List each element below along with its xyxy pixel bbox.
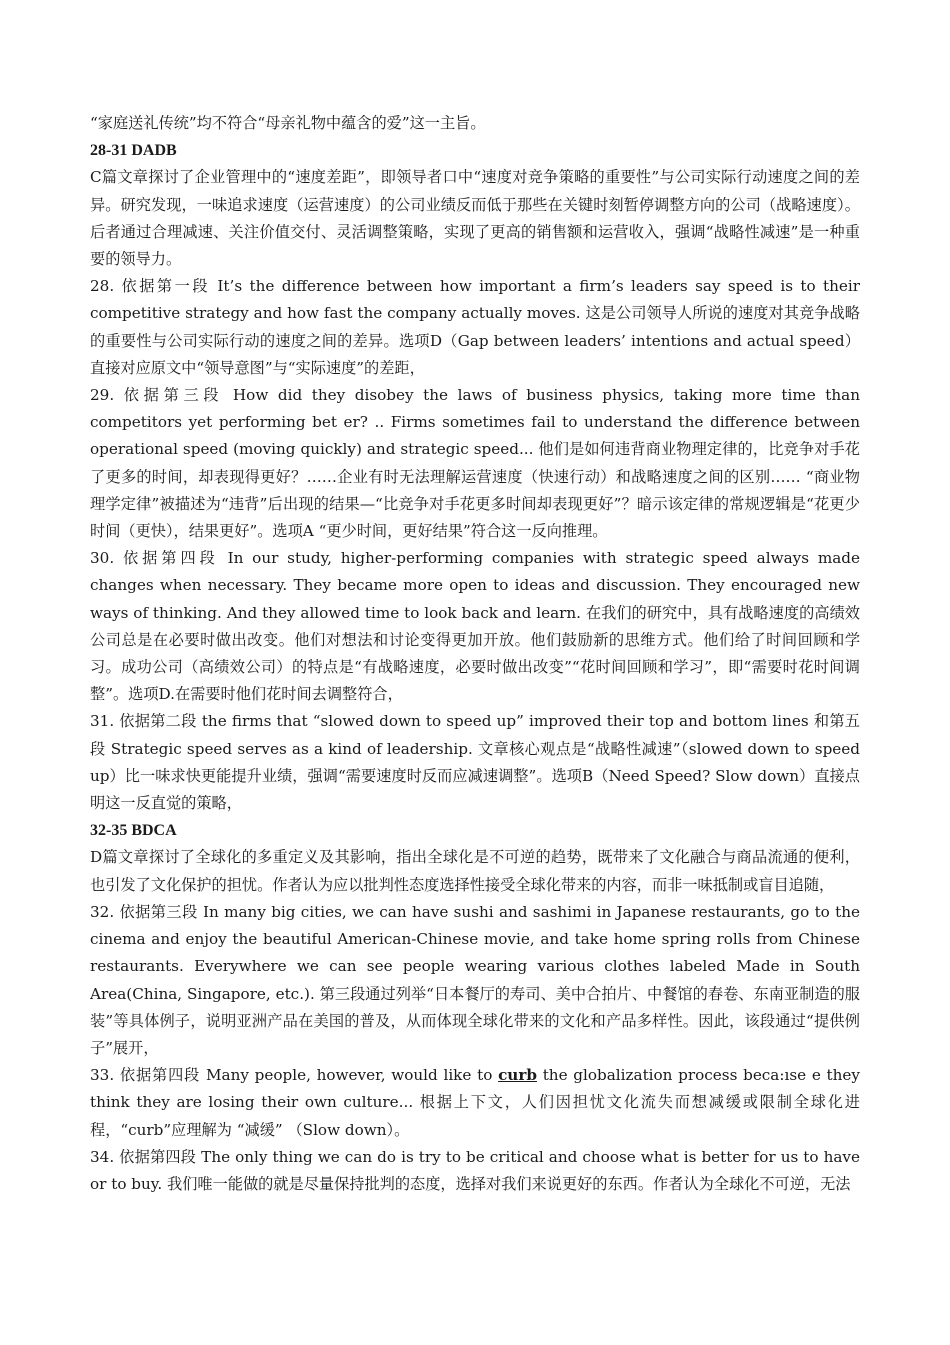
question-32-explanation: 32. 依据第三段 In many big cities, we can have sushi and sashimi in Japanese restaurants, go to the cinema and enjoy the beautiful American-Chinese movie, and take home spring rolls from Chinese restaurants. Everywhere we can see people wearing various clothes labeled Made in South Area(China, Singapore, etc.). 第三段通过列举“日本餐厅的寿司、美中合拍片、中餐馆的春卷、东南亚制造的服装”等具体例子，说明亚洲产品在美国的普及，从而体现全球化带来的文化和产品多样性。因此，该段通过“提供例子”展开， <box>90 902 860 1057</box>
section-c-heading: 28-31 DADB <box>90 142 177 160</box>
section-d-summary: D篇文章探讨了全球化的多重定义及其影响，指出全球化是不可逆的趋势，既带来了文化融合与商品流通的便利，也引发了文化保护的担忧。作者认为应以批判性态度选择性接受全球化带来的内容，而非一味抵制或盲目追随， <box>90 848 860 894</box>
section-c-summary: C篇文章探讨了企业管理中的“速度差距”，即领导者口中“速度对竞争策略的重要性”与公司实际行动速度之间的差异。研究发现，一味追求速度（运营速度）的公司业绩反而低于那些在关键时刻暂停调整方向的公司（战略速度）。后者通过合理减速、关注价值交付、灵活调整策略，实现了更高的销售额和运营收入，强调“战略性减速”是一种重要的领导力。 <box>90 168 860 269</box>
document-page <box>90 110 860 1198</box>
question-34-explanation: 34. 依据第四段 The only thing we can do is try to be critical and choose what is better for us to have or to buy. 我们唯一能做的就是尽量保持批判的态度，选择对我们来说更好的东西。作者认为全球化不可逆，无法 <box>90 1147 860 1193</box>
question-31-explanation: 31. 依据第二段 the firms that “slowed down to speed up” improved their top and bottom lines 和第五段 Strategic speed serves as a kind of leadership. 文章核心观点是“战略性减速”（slowed down to speed up）比一味求快更能提升业绩，强调“需要速度时反而应减速调整”。选项B（Need Speed? Slow down）直接点明这一反直觉的策略， <box>90 712 860 813</box>
question-33-text-after: the globalization process beca:ıse e they think they are losing their own culture... 根据上下文，人们因担忧文化流失而想减缓或限制全球化进程，“curb”应理解为 “减缓” （Slow down）。 <box>90 1066 860 1139</box>
intro-line: “家庭送礼传统”均不符合“母亲礼物中蕴含的爱”这一主旨。 <box>90 114 486 132</box>
question-33-keyword: curb <box>498 1066 537 1085</box>
question-29-explanation: 29. 依据第三段 How did they disobey the laws of business physics, taking more time than competitors yet performing bet er? .. Firms sometimes fail to understand the difference between operational speed (moving quickly) and strategic speed... 他们是如何违背商业物理定律的，比竞争对手花了更多的时间，却表现得更好？……企业有时无法理解运营速度（快速行动）和战略速度之间的区别…… “商业物理学定律”被描述为“违背”后出现的结果—“比竞争对手花更多时间却表现更好”？暗示该定律的常规逻辑是“花更少时间（更快），结果更好”。选项A “更少时间，更好结果”符合这一反向推理。 <box>90 386 860 541</box>
question-33-explanation <box>90 1062 860 1144</box>
question-30-explanation: 30. 依据第四段 In our study, higher-performing companies with strategic speed always made changes when necessary. They became more open to ideas and discussion. They encouraged new ways of thinking. And they allowed time to look back and learn. 在我们的研究中，具有战略速度的高绩效公司总是在必要时做出改变。他们对想法和讨论变得更加开放。他们鼓励新的思维方式。他们给了时间回顾和学习。成功公司（高绩效公司）的特点是“有战略速度，必要时做出改变”“花时间回顾和学习”，即“需要时花时间调整”。选项D.在需要时他们花时间去调整符合， <box>90 549 860 704</box>
question-28-explanation: 28. 依据第一段 It’s the difference between how important a firm’s leaders say speed is to their competitive strategy and how fast the company actually moves. 这是公司领导人所说的速度对其竞争战略的重要性与公司实际行动的速度之间的差异。选项D（Gap between leaders’ intentions and actual speed）直接对应原文中“领导意图”与“实际速度”的差距， <box>90 277 860 377</box>
question-33-text-before: 33. 依据第四段 Many people, however, would like to <box>90 1066 499 1085</box>
section-d-heading: 32-35 BDCA <box>90 822 177 840</box>
